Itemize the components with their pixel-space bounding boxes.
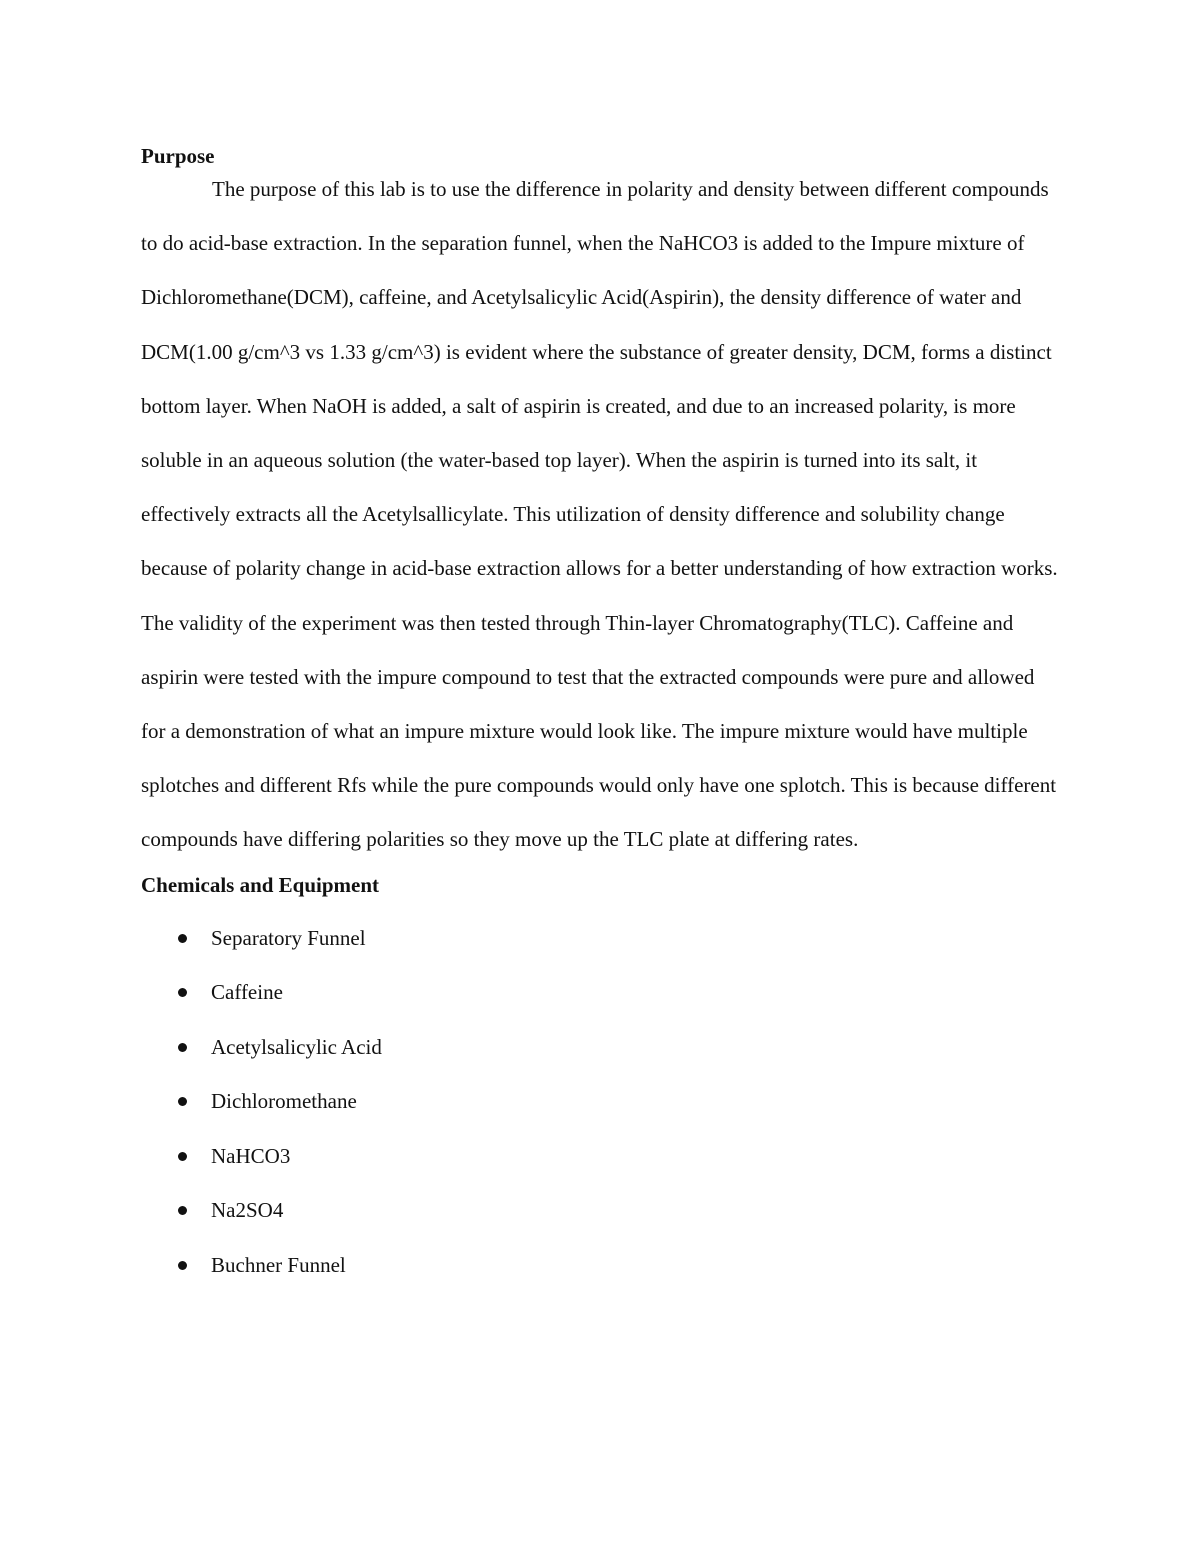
bullet-icon: [178, 1097, 187, 1106]
list-item-label: Buchner Funnel: [211, 1252, 346, 1277]
list-item: [141, 1074, 1061, 1129]
list-item-label: Acetylsalicylic Acid: [211, 1034, 382, 1059]
list-item: [141, 911, 1061, 966]
list-item: [141, 1183, 1061, 1238]
list-item: [141, 1020, 1061, 1075]
equipment-list: [141, 911, 1061, 1293]
list-item: [141, 1238, 1061, 1293]
list-item-label: Caffeine: [211, 980, 283, 1005]
bullet-icon: [178, 934, 187, 943]
list-item: [141, 965, 1061, 1020]
purpose-paragraph: The purpose of this lab is to use the difference in polarity and density between different compounds to do acid-base extraction. In the separation funnel, when the NaHCO3 is added to the Impure mixture of Dichloromethane(DCM), caffeine, and Acetylsalicylic Acid(Aspirin), the density difference of water and DCM(1.00 g/cm^3 vs 1.33 g/cm^3) is evident where the substance of greater density, DCM, forms a distinct bottom layer. When NaOH is added, a salt of aspirin is created, and due to an increased polarity, is more soluble in an aqueous solution (the water-based top layer). When the aspirin is turned into its salt, it effectively extracts all the Acetylsallicylate. This utilization of density difference and solubility change because of polarity change in acid-base extraction allows for a better understanding of how extraction works. The validity of the experiment was then tested through Thin-layer Chromatography(TLC). Caffeine and aspirin were tested with the impure compound to test that the extracted compounds were pure and allowed for a demonstration of what an impure mixture would look like. The impure mixture would have multiple splotches and different Rfs while the pure compounds would only have one splotch. This is because different compounds have differing polarities so they move up the TLC plate at differing rates.: [141, 177, 1058, 852]
bullet-icon: [178, 1206, 187, 1215]
list-item-label: NaHCO3: [211, 1143, 291, 1168]
list-item-label: Na2SO4: [211, 1198, 284, 1223]
document-body: [141, 142, 1061, 1292]
list-item-label: Separatory Funnel: [211, 925, 366, 950]
bullet-icon: [178, 1152, 187, 1161]
bullet-icon: [178, 988, 187, 997]
bullet-icon: [178, 1261, 187, 1270]
bullet-icon: [178, 1043, 187, 1052]
list-item: [141, 1129, 1061, 1184]
chemicals-equipment-heading: Chemicals and Equipment: [141, 872, 380, 897]
list-item-label: Dichloromethane: [211, 1089, 357, 1114]
purpose-heading: Purpose: [141, 144, 215, 168]
